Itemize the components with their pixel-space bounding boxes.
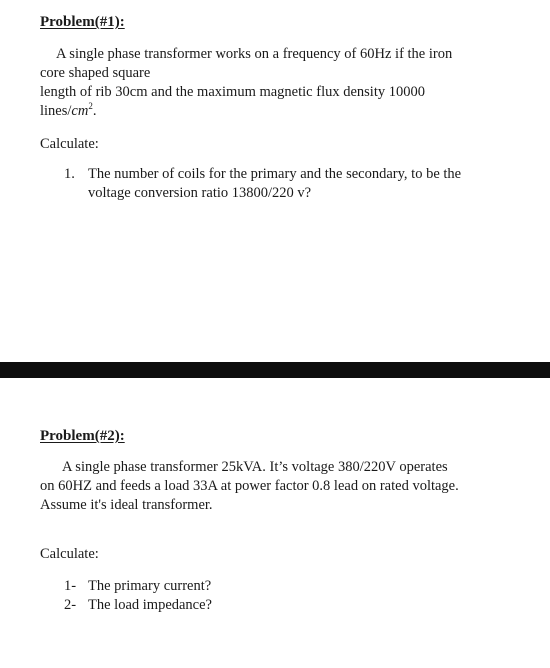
- units-variable: cm: [71, 103, 89, 119]
- problem-1-text-line: core shaped square: [40, 65, 151, 81]
- problem-2-heading: Problem(#2):: [40, 428, 125, 444]
- problem-1-item-marker: 1.: [64, 166, 75, 182]
- problem-2-calculate-label: Calculate:: [40, 546, 99, 562]
- problem-1-text-line: length of rib 30cm and the maximum magnetic flux density 10000: [40, 84, 425, 100]
- problem-2-panel: [0, 378, 550, 668]
- problem-2-item-text: The load impedance?: [88, 597, 212, 613]
- problem-2-text-line: on 60HZ and feeds a load 33A at power factor 0.8 lead on rated voltage.: [40, 478, 459, 494]
- problem-1-item-text: voltage conversion ratio 13800/220 v?: [88, 185, 312, 201]
- problem-2-item-marker: 1-: [64, 578, 77, 594]
- section-divider: [0, 362, 550, 378]
- problem-1-text-line: A single phase transformer works on a frequency of 60Hz if the iron: [56, 46, 453, 62]
- problem-1-calculate-label: Calculate:: [40, 136, 99, 152]
- problem-2-text-line: A single phase transformer 25kVA. It’s voltage 380/220V operates: [62, 459, 448, 475]
- problem-1-heading: Problem(#1):: [40, 14, 125, 30]
- problem-2-item-marker: 2-: [64, 597, 77, 613]
- units-prefix: lines/: [40, 103, 72, 119]
- problem-1-units-line: [40, 102, 96, 120]
- problem-1-item-text: The number of coils for the primary and the secondary, to be the: [88, 166, 462, 182]
- units-exponent: 2: [88, 101, 93, 112]
- problem-2-item-text: The primary current?: [88, 578, 212, 594]
- problem-2-text-line: Assume it's ideal transformer.: [40, 497, 213, 513]
- units-suffix: .: [92, 103, 97, 119]
